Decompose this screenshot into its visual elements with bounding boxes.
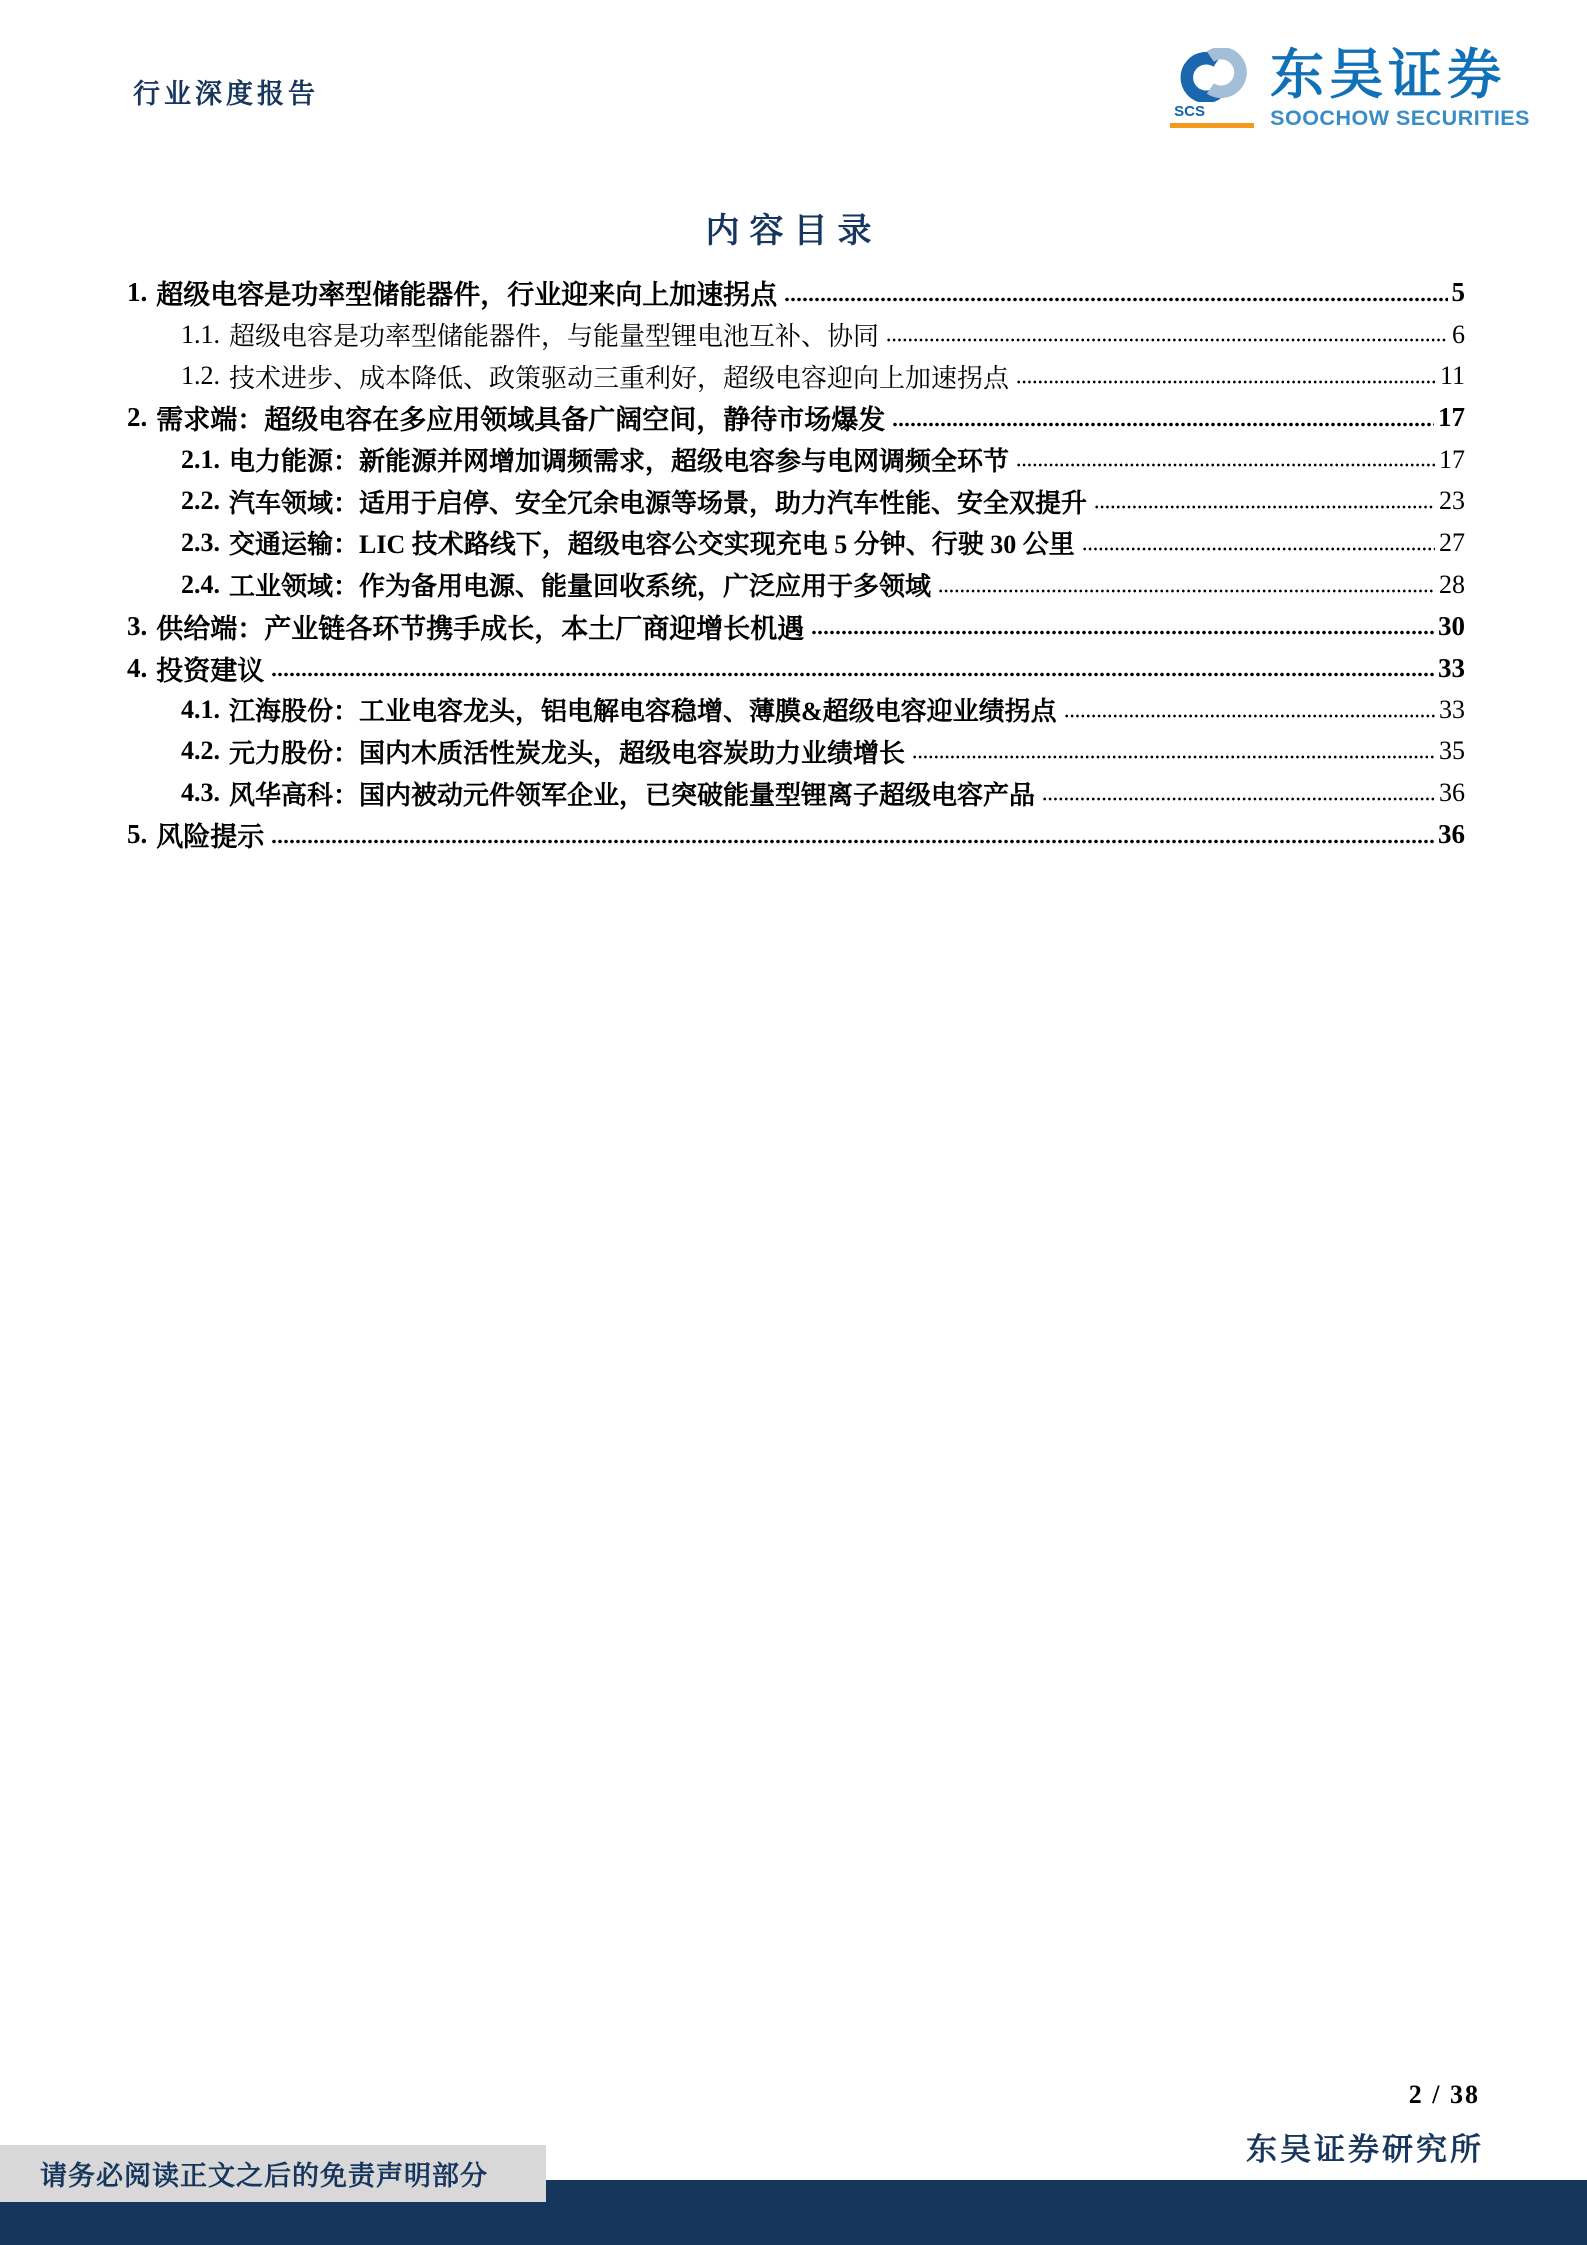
toc-entry[interactable] xyxy=(127,397,1465,439)
toc-entry[interactable] xyxy=(127,606,1465,648)
logo-icon-column xyxy=(1170,48,1254,128)
toc-entry-number: 2.2. xyxy=(181,486,220,516)
toc-entry[interactable] xyxy=(127,814,1465,856)
scs-wordmark: SCS xyxy=(1174,103,1205,120)
toc-entry[interactable] xyxy=(127,314,1465,356)
toc-entry-number: 1.1. xyxy=(181,319,220,349)
disclaimer-box xyxy=(0,2145,546,2202)
toc-entry[interactable] xyxy=(127,689,1465,731)
toc-entry[interactable] xyxy=(127,272,1465,314)
soochow-chain-link-icon xyxy=(1170,48,1254,102)
toc-entry[interactable] xyxy=(127,439,1465,481)
toc-entry-page: 36 xyxy=(1438,819,1465,850)
toc-entry-number: 2. xyxy=(127,402,148,433)
toc-entry-title: 汽车领域：适用于启停、安全冗余电源等场景，助力汽车性能、安全双提升 xyxy=(229,488,1088,518)
disclaimer-text: 请务必阅读正文之后的免责声明部分 xyxy=(40,2161,488,2191)
brand-name-chinese: 东吴证券 xyxy=(1270,45,1507,105)
toc-entry-number: 4.2. xyxy=(181,736,220,766)
toc-entry-title: 电力能源：新能源并网增加调频需求，超级电容参与电网调频全环节 xyxy=(229,447,1010,477)
toc-entry-number: 4.3. xyxy=(181,778,220,808)
toc-entry[interactable] xyxy=(127,647,1465,689)
toc-dot-leader xyxy=(1082,522,1435,564)
toc-entry-page: 17 xyxy=(1438,402,1465,433)
toc-dot-leader xyxy=(1016,439,1435,481)
logo-brand-column xyxy=(1270,45,1530,131)
toc-dot-leader xyxy=(811,606,1434,648)
toc-entry-title: 超级电容是功率型储能器件，行业迎来向上加速拐点 xyxy=(156,280,778,311)
toc-entry-page: 30 xyxy=(1438,610,1465,641)
toc-entry-number: 4. xyxy=(127,652,148,683)
toc-title: 内容目录 xyxy=(705,213,882,250)
toc-entry-title: 江海股份：工业电容龙头，铝电解电容稳增、薄膜&超级电容迎业绩拐点 xyxy=(229,697,1057,727)
toc-entry-title: 风华高科：国内被动元件领军企业，已突破能量型锂离子超级电容产品 xyxy=(229,780,1036,810)
toc-entry-page: 28 xyxy=(1439,569,1465,599)
toc-entry-number: 2.4. xyxy=(181,569,220,599)
toc-entry-title: 需求端：超级电容在多应用领域具备广阔空间，静待市场爆发 xyxy=(156,405,886,436)
toc-entry-title: 工业领域：作为备用电源、能量回收系统，广泛应用于多领域 xyxy=(229,572,932,602)
toc-entry[interactable] xyxy=(127,355,1465,397)
toc-entry-title: 技术进步、成本降低、政策驱动三重利好，超级电容迎向上加速拐点 xyxy=(229,363,1010,393)
toc-entry-page: 27 xyxy=(1439,527,1465,557)
toc-entry-page: 33 xyxy=(1438,652,1465,683)
page-indicator: 2 / 38 xyxy=(1408,2080,1480,2109)
toc-dot-leader xyxy=(271,647,1434,689)
soochow-securities-logo xyxy=(1170,45,1530,131)
toc-entry-title: 元力股份：国内木质活性炭龙头，超级电容炭助力业绩增长 xyxy=(229,738,906,768)
research-institute-label: 东吴证券研究所 xyxy=(1246,2132,1484,2167)
toc-dot-leader xyxy=(912,731,1435,773)
toc-dot-leader xyxy=(271,814,1434,856)
toc-entry-page: 33 xyxy=(1439,694,1465,724)
toc-entry[interactable] xyxy=(127,772,1465,814)
toc-entry-page: 6 xyxy=(1452,319,1465,349)
toc-dot-leader xyxy=(784,272,1447,314)
toc-entry-title: 交通运输：LIC 技术路线下，超级电容公交实现充电 5 分钟、行驶 30 公里 xyxy=(229,530,1075,560)
toc-entry-page: 17 xyxy=(1439,444,1465,474)
toc-entry-page: 5 xyxy=(1451,277,1465,308)
toc-entry-number: 2.3. xyxy=(181,527,220,557)
toc-entry-number: 1. xyxy=(127,277,148,308)
toc-entry-number: 3. xyxy=(127,610,148,641)
toc-dot-leader xyxy=(892,397,1434,439)
toc-dot-leader xyxy=(1064,689,1435,731)
logo-orange-underline xyxy=(1170,123,1254,128)
toc-entry-page: 11 xyxy=(1439,361,1465,391)
toc-dot-leader xyxy=(886,314,1448,356)
toc-entry[interactable] xyxy=(127,564,1465,606)
toc-entry-title: 风险提示 xyxy=(156,822,265,853)
toc-dot-leader xyxy=(938,564,1435,606)
toc-entry-page: 23 xyxy=(1439,486,1465,516)
toc-entry-title: 投资建议 xyxy=(156,655,265,686)
toc-entry-number: 1.2. xyxy=(181,361,220,391)
toc-dot-leader xyxy=(1094,480,1435,522)
toc-entry-number: 5. xyxy=(127,819,148,850)
toc-entry-title: 超级电容是功率型储能器件，与能量型锂电池互补、协同 xyxy=(229,322,880,352)
toc-entry[interactable] xyxy=(127,731,1465,773)
toc-entry-title: 供给端：产业链各环节携手成长，本土厂商迎增长机遇 xyxy=(156,613,805,644)
toc-entry-number: 4.1. xyxy=(181,694,220,724)
toc-entry-page: 36 xyxy=(1439,778,1465,808)
toc-list xyxy=(127,272,1465,856)
toc-entry[interactable] xyxy=(127,522,1465,564)
toc-dot-leader xyxy=(1042,772,1435,814)
toc-entry[interactable] xyxy=(127,480,1465,522)
report-type-label: 行业深度报告 xyxy=(133,79,319,109)
toc-entry-page: 35 xyxy=(1439,736,1465,766)
toc-dot-leader xyxy=(1016,355,1436,397)
toc-entry-number: 2.1. xyxy=(181,444,220,474)
brand-name-english: SOOCHOW SECURITIES xyxy=(1270,106,1530,130)
